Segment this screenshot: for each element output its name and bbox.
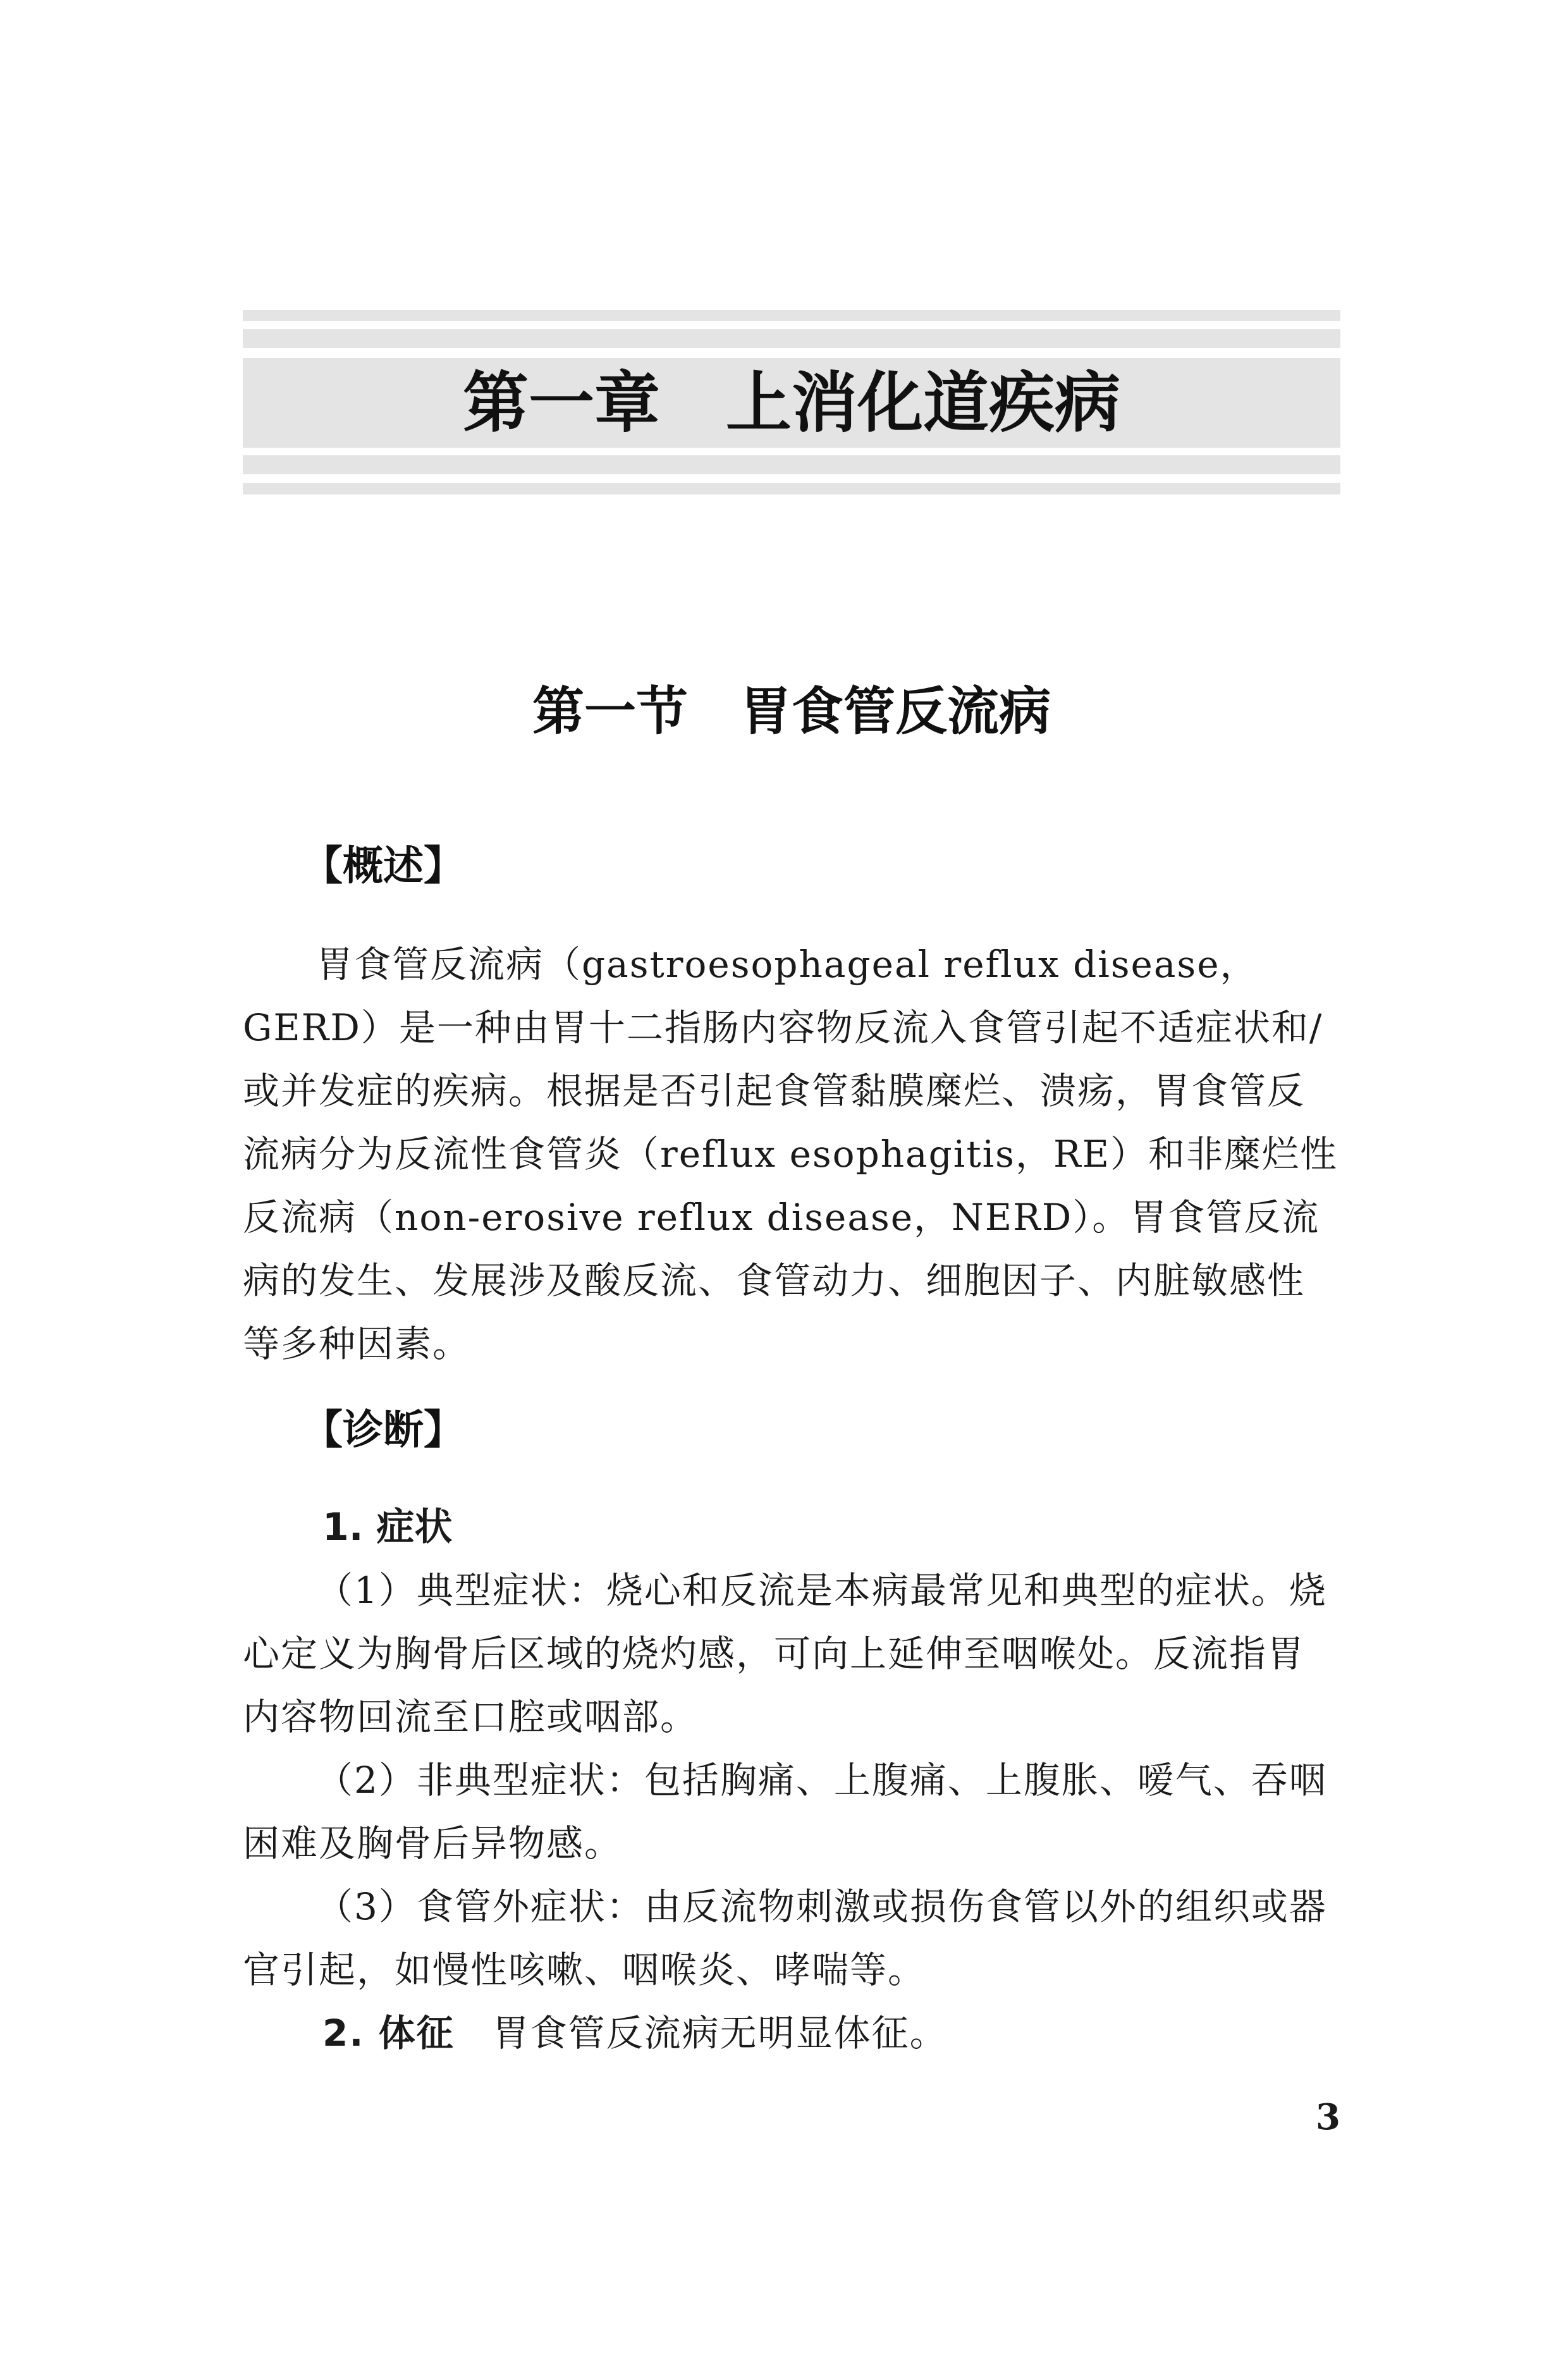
banner-stripe [243,329,1340,348]
signs-spacer [455,2012,493,2055]
banner-stripe [243,455,1340,474]
typical-symptoms-paragraph: （1）典型症状：烧心和反流是本病最常见和典型的症状。烧心定义为胸骨后区域的烧灼感，可向上延伸至咽喉处。反流指胃内容物回流至口腔或咽部。 [243,1569,1327,1738]
chapter-title: 第一章 上消化道疾病 [462,364,1120,441]
section-title: 第一节 胃食管反流病 [532,681,1051,742]
overview-heading: 【概述】 [302,843,464,890]
atypical-symptoms-paragraph: （2）非典型症状：包括胸痛、上腹痛、上腹胀、嗳气、吞咽困难及胸骨后异物感。 [243,1759,1327,1865]
symptoms-heading: 1. 症状 [322,1505,453,1549]
overview-paragraph: 胃食管反流病（gastroesophageal reflux disease，GERD）是一种由胃十二指肠内容物反流入食管引起不适症状和/或并发症的疾病。根据是否引起食管黏膜糜烂、溃疡，胃食管反流病分为反流性食管炎（reflux esophagitis，RE）和非糜烂性反流病（non-erosive reflux disease，NERD）。胃食管反流病的发生、发展涉及酸反流、食管动力、细胞因子、内脏敏感性等多种因素。 [243,943,1338,1365]
signs-text: 胃食管反流病无明显体征。 [492,2012,948,2055]
diagnosis-heading: 【诊断】 [302,1407,464,1454]
banner-stripe [243,310,1340,321]
signs-label: 2. 体征 [322,2012,455,2055]
banner-stripe [243,483,1340,495]
page-number: 3 [1316,2096,1340,2138]
signs-line [322,2001,1340,2065]
extra-esophageal-symptoms-paragraph: （3）食管外症状：由反流物刺激或损伤食管以外的组织或器官引起，如慢性咳嗽、咽喉炎、哮喘等。 [243,1885,1327,1991]
